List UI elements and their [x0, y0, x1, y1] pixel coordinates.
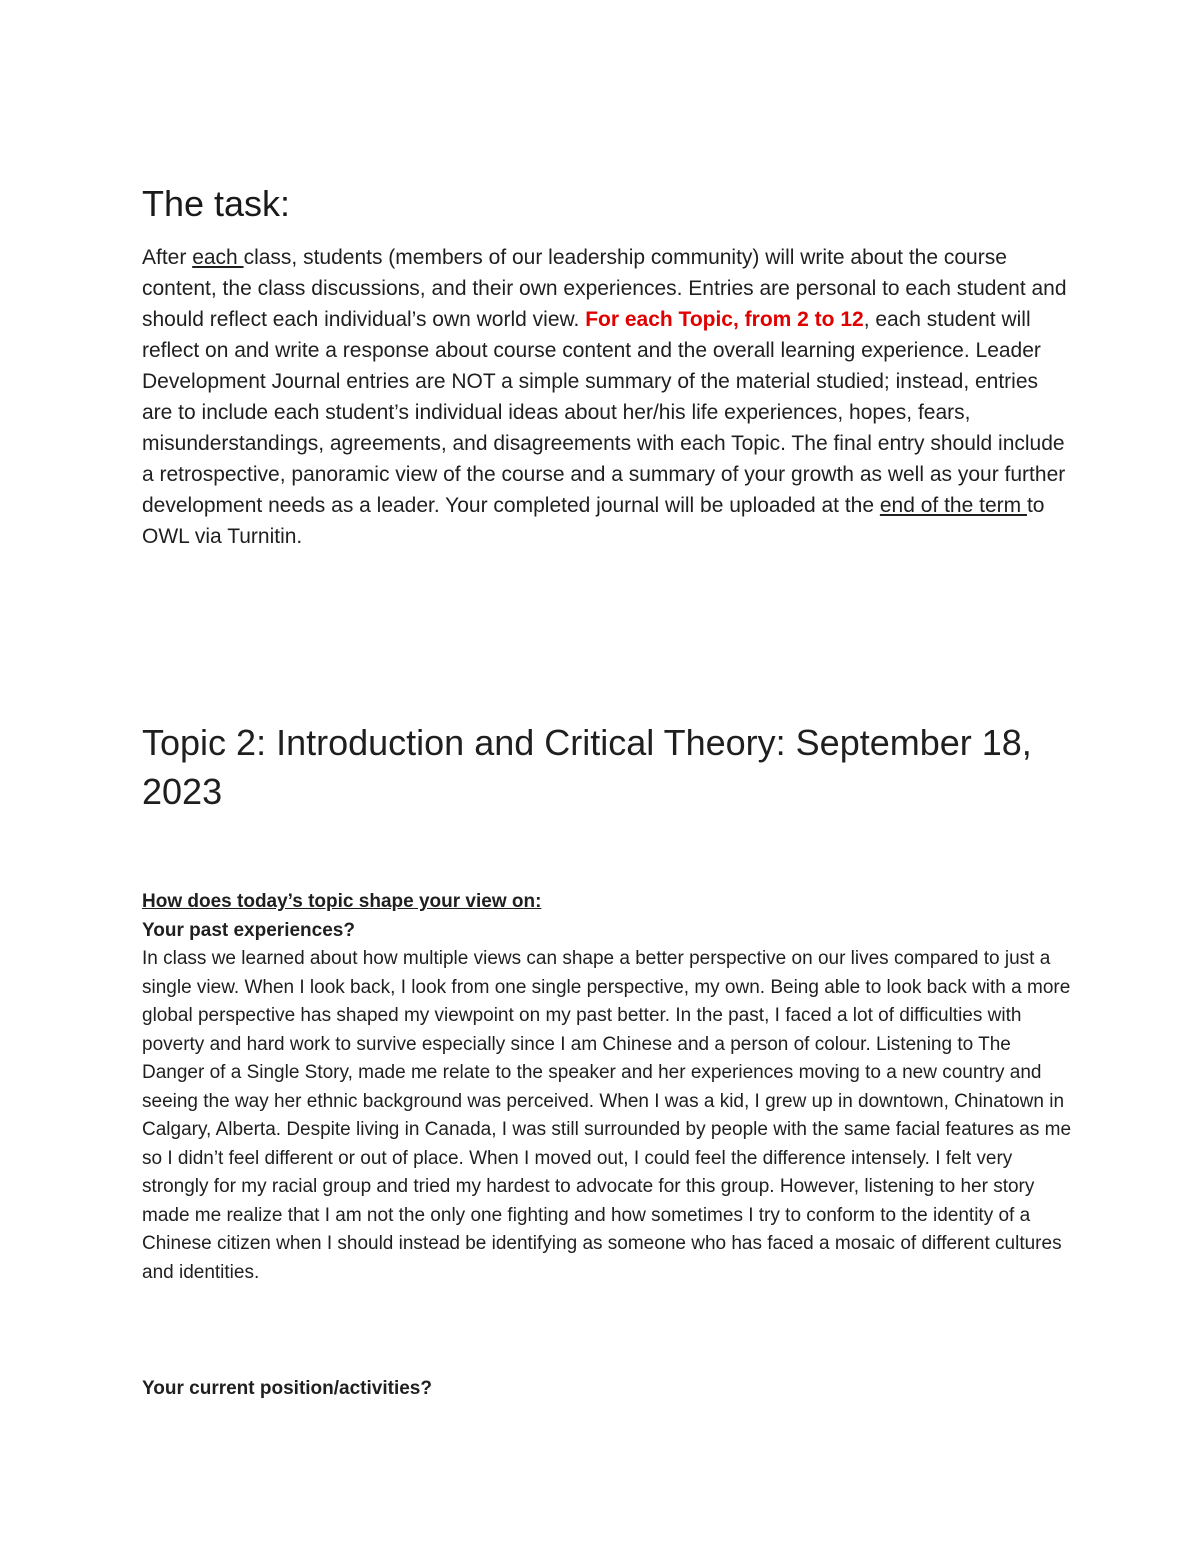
task-text-1: After: [142, 246, 193, 269]
task-underline-end-of-term: end of the term: [879, 494, 1027, 517]
answer-past-experiences: In class we learned about how multiple views can shape a better perspective on our lives compared to just a single view. When I look back, I look from one single perspective, my own. Being able to look back with a more global perspective has shaped my viewpoint on my past better. In the past, I faced a lot of difficulties with poverty and hard work to survive especially since I am Chinese and a person of colour. Listening to The Danger of a Single Story, made me relate to the speaker and her experiences moving to a new country and seeing the way her ethnic background was perceived. When I was a kid, I grew up in downtown, Chinatown in Calgary, Alberta. Despite living in Canada, I was still surrounded by people with the same facial features as me so I didn’t feel different or out of place. When I moved out, I could feel the difference intensely. I felt very strongly for my racial group and tried my hardest to advocate for this group. However, listening to her story made me realize that I am not the only one fighting and how sometimes I try to conform to the identity of a Chinese citizen when I should instead be identifying as someone who has faced a mosaic of different cultures and identities.: [142, 948, 1072, 1283]
task-heading: The task:: [142, 183, 291, 224]
question-title: How does today’s topic shape your view on:: [142, 891, 542, 912]
questions-section: [142, 888, 1072, 1287]
topic-heading: Topic 2: Introduction and Critical Theory: September 18, 2023: [142, 722, 1032, 812]
question-past-experiences: Your past experiences?: [142, 919, 355, 941]
task-highlight-topics: For each Topic, from 2 to 12: [585, 308, 864, 331]
task-text-4: to OWL via Turnitin.: [142, 494, 1045, 548]
task-paragraph: [142, 242, 1072, 552]
question-current-position: Your current position/activities?: [142, 1378, 432, 1399]
task-underline-each: each: [192, 246, 244, 269]
task-text-3: , each student will reflect on and write a response about course content and the overall learning experience. Leader Development Journal entries are NOT a simple summary of the material studied; instead, entries are to include each student’s individual ideas about her/his life experiences, hopes, fears, misunderstandings, agreements, and disagreements with each Topic. The final entry should include a retrospective, panoramic view of the course and a summary of your growth as well as your further development needs as a leader. Your completed journal will be uploaded at the: [142, 308, 1066, 517]
task-text-2: class, students (members of our leadership community) will write about the course content, the class discussions, and their own experiences. Entries are personal to each student and should reflect each individual’s own world view.: [142, 246, 1067, 331]
document-content: [142, 180, 1072, 1399]
